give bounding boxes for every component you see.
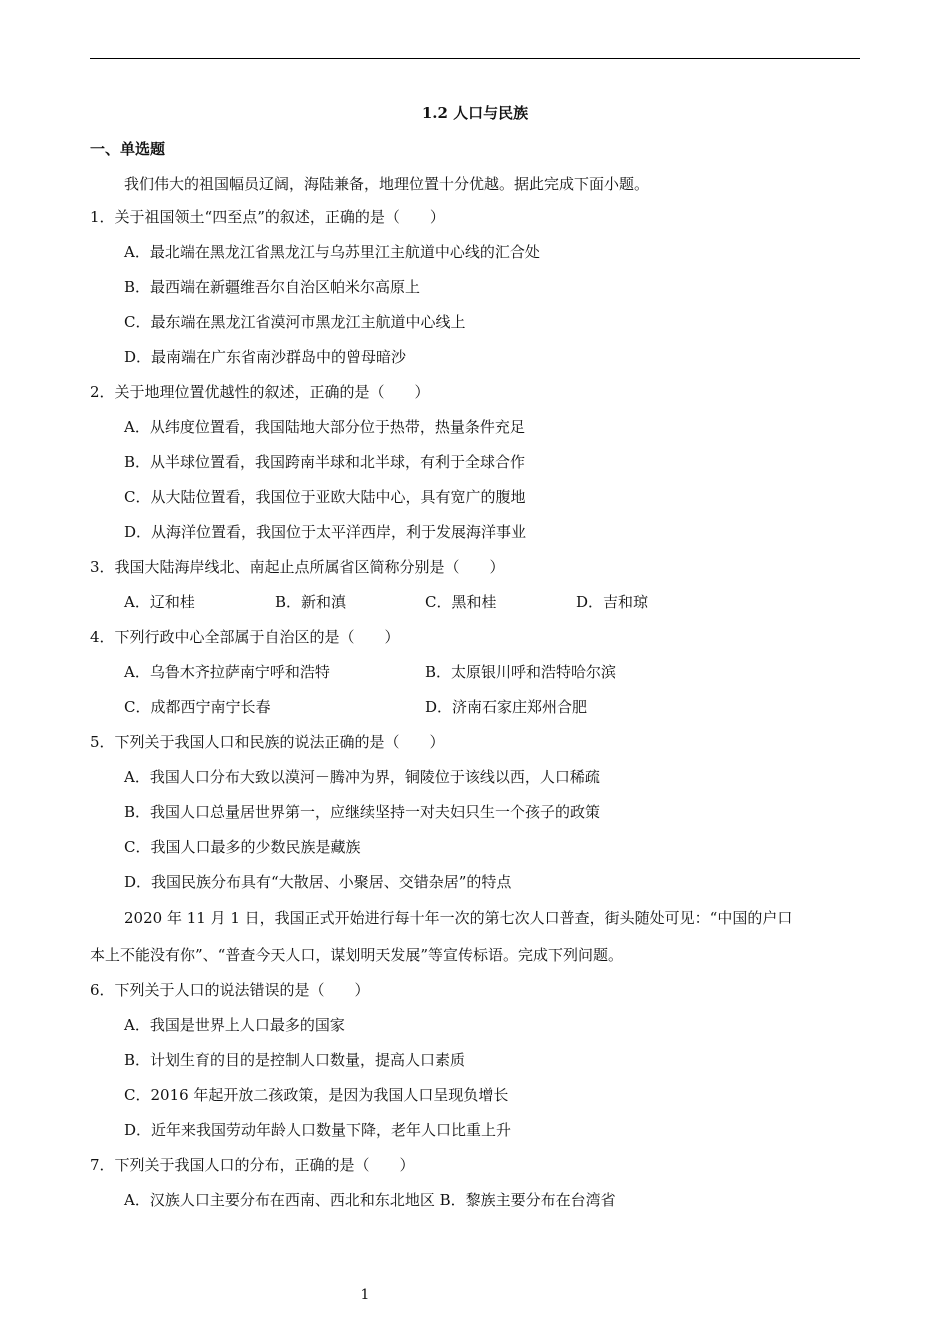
question-6-option-c: C．2016 年起开放二孩政策，是因为我国人口呈现负增长 xyxy=(124,1086,509,1104)
question-4-option-b: B．太原银川呼和浩特哈尔滨 xyxy=(425,663,617,681)
question-4-stem: 4．下列行政中心全部属于自治区的是（ ） xyxy=(90,628,400,646)
question-4-option-c: C．成都西宁南宁长春 xyxy=(124,698,271,716)
intro-paragraph-2-line-2: 本上不能没有你”、“普查今天人口，谋划明天发展”等宣传标语。完成下列问题。 xyxy=(90,946,624,964)
question-5-option-b: B．我国人口总量居世界第一，应继续坚持一对夫妇只生一个孩子的政策 xyxy=(124,803,601,821)
question-1-stem: 1．关于祖国领土“四至点”的叙述，正确的是（ ） xyxy=(90,208,445,226)
question-3-option-c: C．黑和桂 xyxy=(425,593,497,611)
question-2-option-a: A．从纬度位置看，我国陆地大部分位于热带，热量条件充足 xyxy=(124,418,525,436)
question-6-option-d: D．近年来我国劳动年龄人口数量下降，老年人口比重上升 xyxy=(124,1121,512,1139)
question-4-option-a: A．乌鲁木齐拉萨南宁呼和浩特 xyxy=(124,663,330,681)
question-7-stem: 7．下列关于我国人口的分布，正确的是（ ） xyxy=(90,1156,415,1174)
intro-paragraph-1: 我们伟大的祖国幅员辽阔，海陆兼备，地理位置十分优越。据此完成下面小题。 xyxy=(124,175,650,193)
header-rule xyxy=(90,58,860,59)
question-2-option-b: B．从半球位置看，我国跨南半球和北半球，有利于全球合作 xyxy=(124,453,526,471)
intro-paragraph-2-line-1: 2020 年 11 月 1 日，我国正式开始进行每十年一次的第七次人口普查，街头随处可见：“中国的户口 xyxy=(124,909,793,927)
page-number: 1 xyxy=(360,1287,370,1303)
question-6-stem: 6．下列关于人口的说法错误的是（ ） xyxy=(90,981,370,999)
question-1-option-c: C．最东端在黑龙江省漠河市黑龙江主航道中心线上 xyxy=(124,313,466,331)
question-3-stem: 3．我国大陆海岸线北、南起止点所属省区简称分别是（ ） xyxy=(90,558,505,576)
question-1-option-b: B．最西端在新疆维吾尔自治区帕米尔高原上 xyxy=(124,278,421,296)
question-5-stem: 5．下列关于我国人口和民族的说法正确的是（ ） xyxy=(90,733,445,751)
question-3-option-a: A．辽和桂 xyxy=(124,593,195,611)
section-heading: 一、单选题 xyxy=(90,140,166,158)
question-2-option-d: D．从海洋位置看，我国位于太平洋西岸，利于发展海洋事业 xyxy=(124,523,527,541)
question-2-option-c: C．从大陆位置看，我国位于亚欧大陆中心，具有宽广的腹地 xyxy=(124,488,526,506)
question-1-option-a: A．最北端在黑龙江省黑龙江与乌苏里江主航道中心线的汇合处 xyxy=(124,243,540,261)
question-1-option-d: D．最南端在广东省南沙群岛中的曾母暗沙 xyxy=(124,348,407,366)
question-3-option-b: B．新和滇 xyxy=(275,593,347,611)
question-2-stem: 2．关于地理位置优越性的叙述，正确的是（ ） xyxy=(90,383,430,401)
question-5-option-a: A．我国人口分布大致以漠河－腾冲为界，铜陵位于该线以西，人口稀疏 xyxy=(124,768,600,786)
question-3-option-d: D．吉和琼 xyxy=(576,593,649,611)
question-6-option-a: A．我国是世界上人口最多的国家 xyxy=(124,1016,345,1034)
question-4-option-d: D．济南石家庄郑州合肥 xyxy=(425,698,588,716)
question-5-option-c: C．我国人口最多的少数民族是藏族 xyxy=(124,838,361,856)
question-7-options-ab: A．汉族人口主要分布在西南、西北和东北地区 B．黎族主要分布在台湾省 xyxy=(124,1191,616,1209)
document-title: 1.2 人口与民族 xyxy=(421,104,529,122)
question-5-option-d: D．我国民族分布具有“大散居、小聚居、交错杂居”的特点 xyxy=(124,873,512,891)
question-6-option-b: B．计划生育的目的是控制人口数量，提高人口素质 xyxy=(124,1051,466,1069)
